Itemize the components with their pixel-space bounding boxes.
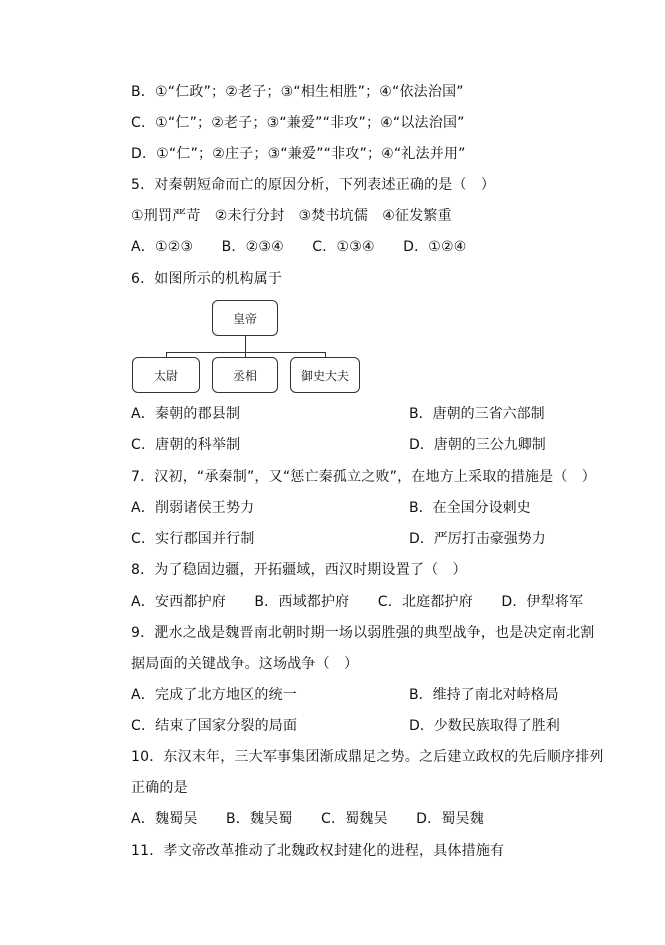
q5-options[interactable]: A．①②③ B．②③④ C．①③④ D．①②④ (131, 239, 467, 255)
box-taiwei: 太尉 (132, 357, 200, 393)
q9-option-a[interactable]: A．完成了北方地区的统一 (131, 687, 297, 703)
q9-stem-line1: 9．淝水之战是魏晋南北朝时期一场以弱胜强的典型战争，也是决定南北割 (131, 625, 595, 641)
box-emperor: 皇帝 (212, 300, 278, 336)
q5-items: ①刑罚严苛 ②未行分封 ③焚书坑儒 ④征发繁重 (131, 208, 452, 224)
q9-option-c[interactable]: C．结束了国家分裂的局面 (131, 718, 298, 734)
q6-option-a[interactable]: A．秦朝的郡县制 (131, 406, 241, 422)
box-chengxiang: 丞相 (212, 357, 278, 393)
q6-stem: 6．如图所示的机构属于 (131, 271, 283, 287)
q8-stem: 8．为了稳固边疆，开拓疆域，西汉时期设置了（ ） (131, 562, 467, 578)
q6-option-c[interactable]: C．唐朝的科举制 (131, 437, 241, 453)
box-yushidafu: 御史大夫 (290, 357, 360, 393)
q7-stem: 7．汉初，“承秦制”，又“惩亡秦孤立之败”，在地方上采取的措施是（ ） (131, 469, 596, 485)
q7-option-a[interactable]: A．削弱诸侯王势力 (131, 500, 255, 516)
q10-options[interactable]: A．魏蜀吴 B．魏吴蜀 C．蜀魏吴 D．蜀吴魏 (131, 811, 484, 827)
q9-option-b[interactable]: B．维持了南北对峙格局 (409, 687, 559, 703)
q9-stem-line2: 据局面的关键战争。这场战争（ ） (131, 656, 359, 672)
q6-option-b[interactable]: B．唐朝的三省六部制 (409, 406, 545, 422)
q8-options[interactable]: A．安西都护府 B．西域都护府 C．北庭都护府 D．伊犁将军 (131, 594, 584, 610)
q7-option-d[interactable]: D．严厉打击豪强势力 (409, 531, 546, 547)
q9-option-d[interactable]: D．少数民族取得了胜利 (409, 718, 560, 734)
q4-option-c[interactable]: C．①“仁”；②老子；③“兼爱”“非攻”；④“以法治国” (131, 115, 465, 131)
q10-stem-line2: 正确的是 (131, 780, 188, 796)
q7-option-c[interactable]: C．实行郡国并行制 (131, 531, 255, 547)
q10-stem-line1: 10．东汉末年，三大军事集团渐成鼎足之势。之后建立政权的先后顺序排列 (131, 749, 604, 765)
q11-stem: 11．孝文帝改革推动了北魏政权封建化的进程，具体措施有 (131, 843, 505, 859)
q4-option-d[interactable]: D．①“仁”；②庄子；③“兼爱”“非攻”；④“礼法并用” (131, 146, 466, 162)
q4-option-b[interactable]: B．①“仁政”；②老子；③“相生相胜”；④“依法治国” (131, 84, 464, 100)
org-chart-diagram (132, 300, 362, 395)
connector-vertical (245, 336, 246, 352)
q7-option-b[interactable]: B．在全国分设刺史 (409, 500, 531, 516)
q5-stem: 5．对秦朝短命而亡的原因分析，下列表述正确的是（ ） (131, 177, 496, 193)
q6-option-d[interactable]: D．唐朝的三公九卿制 (409, 437, 546, 453)
